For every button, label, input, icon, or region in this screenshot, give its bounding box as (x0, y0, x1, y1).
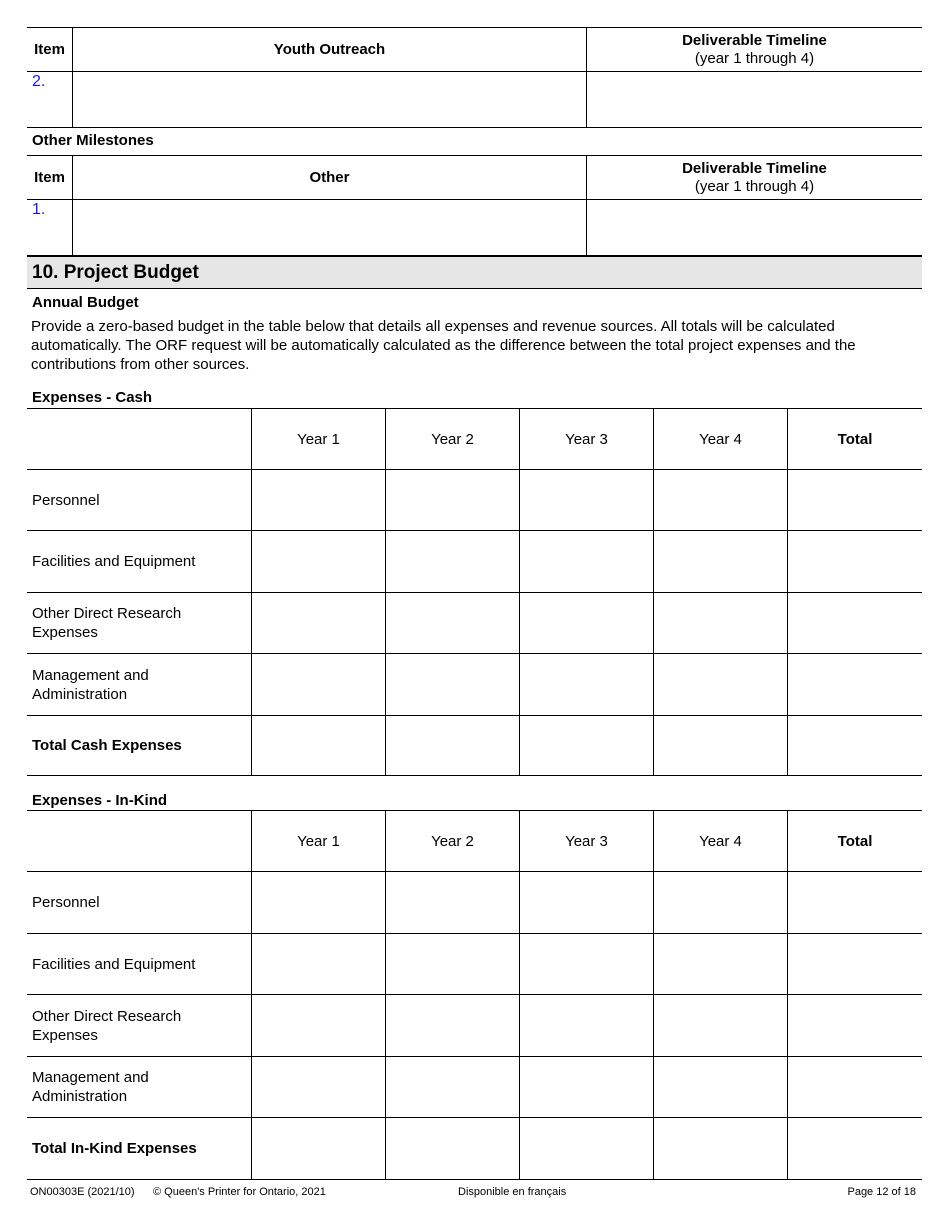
item-column-header: Item (34, 169, 65, 186)
section-title: 10. Project Budget (32, 262, 199, 283)
expenses-cash-heading: Expenses - Cash (32, 389, 153, 406)
form-id: ON00303E (2021/10) (30, 1186, 135, 1198)
other-description-field[interactable] (73, 200, 586, 254)
row-label-personnel: Personnel (32, 491, 100, 509)
annual-budget-heading: Annual Budget (32, 294, 139, 311)
column-header-year-3: Year 3 (565, 430, 608, 448)
timeline-header-sub: (year 1 through 4) (694, 177, 815, 195)
page-number: Page 12 of 18 (847, 1186, 916, 1198)
timeline-header-sub: (year 1 through 4) (694, 49, 815, 67)
column-header-total: Total (837, 430, 873, 448)
column-header-year-2: Year 2 (431, 832, 474, 850)
other-timeline-field[interactable] (587, 200, 922, 254)
section-header-bar (27, 255, 922, 289)
other-milestones-heading: Other Milestones (32, 132, 154, 149)
youth-outreach-timeline-field[interactable] (587, 72, 922, 127)
row-label-other-direct: Other Direct Research Expenses (32, 1007, 182, 1044)
expenses-inkind-heading: Expenses - In-Kind (32, 792, 168, 809)
column-header-year-1: Year 1 (297, 832, 340, 850)
youth-outreach-description-field[interactable] (73, 72, 586, 127)
item-number: 2. (32, 73, 46, 90)
column-header-year-2: Year 2 (431, 430, 474, 448)
item-number: 1. (32, 201, 46, 218)
deliverable-timeline-header (587, 156, 922, 199)
row-label-other-direct: Other Direct Research Expenses (32, 605, 182, 641)
row-label-total-cash: Total Cash Expenses (32, 737, 182, 754)
row-label-facilities: Facilities and Equipment (32, 553, 196, 570)
row-label-facilities: Facilities and Equipment (32, 955, 196, 973)
row-label-management: Management and Administration (32, 1069, 149, 1105)
french-availability: Disponible en français (458, 1186, 567, 1198)
row-label-personnel: Personnel (32, 894, 100, 911)
row-label-total-inkind: Total In-Kind Expenses (32, 1140, 197, 1157)
column-header-total: Total (837, 832, 873, 850)
column-header-year-1: Year 1 (297, 430, 340, 448)
other-column-header: Other (309, 169, 350, 186)
copyright: © Queen's Printer for Ontario, 2021 (153, 1186, 326, 1198)
budget-instructions: Provide a zero-based budget in the table below that details all expenses and revenue sources. All totals will be calculated automatically. The ORF request will be automatically calculated as the difference between the total project expenses and the contributions from other sources. (31, 318, 856, 373)
column-header-year-4: Year 4 (699, 832, 742, 850)
timeline-header-main: Deliverable Timeline (682, 159, 827, 177)
timeline-header-main: Deliverable Timeline (682, 31, 827, 49)
column-header-year-3: Year 3 (565, 832, 608, 850)
youth-outreach-column-header: Youth Outreach (273, 41, 386, 58)
deliverable-timeline-header (587, 28, 922, 71)
column-header-year-4: Year 4 (699, 430, 742, 448)
item-column-header: Item (34, 41, 65, 58)
row-label-management: Management and Administration (32, 666, 149, 703)
